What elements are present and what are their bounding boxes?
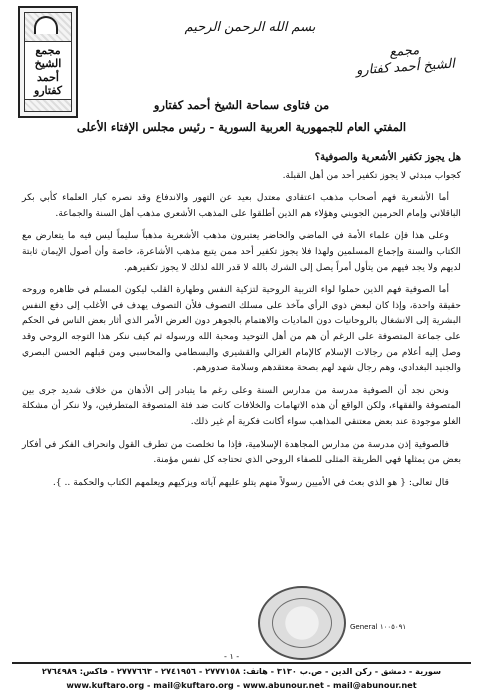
logo-text: مجمع الشيخ أحمد كفتارو	[24, 41, 72, 100]
footer-websites-emails: www.kuftaro.org - mail@kuftaro.org - www.abunour.net - mail@abunour.net	[66, 680, 417, 690]
calligraphy-signature	[344, 40, 466, 81]
mosque-dome-icon	[34, 16, 58, 34]
answer-paragraph: ونحن نجد أن الصوفية مدرسة من مدارس السنة وعلى رغم ما يتبادر إلى الأذهان من خلاف شديد جرى بين المتصوفة والفقهاء، ولكن الواقع أن هذه الاتهامات والخلافات كانت ضد فئة المتصوفة المتطرفين، ولا ننكر أن مشكلة الغلو موجودة عند بعض معتنقي المذاهب سواء أكانت فكرية أم غير ذلك.	[22, 384, 461, 427]
footer-address-phones: سورية - دمشق - ركن الدين - ص.ب ٣١٣٠ - هاتف: ٢٧٧٧١٥٨ - ٢٧٤١٩٥٦ - ٢٧٧٧٦٦٣ - فاكس: ٢٧٦٤٩٨٩	[41, 666, 442, 676]
answer-paragraph: أما الأشعرية فهم أصحاب مذهب اعتقادي معتدل بعيد عن التهور والاندفاع وقد نصره كبار العلماء كأبي بكر الباقلاني وإمام الحرمين الجويني وهؤلاء هم الذين أطلقوا على المذهب الأشعري مذهب أهل السنة والجماعة.	[22, 192, 461, 219]
general-reference-number: General ١٠٠٥٠٩١	[350, 623, 407, 631]
answer-paragraph: أما الصوفية فهم الذين حملوا لواء التربية الروحية لتزكية النفس وطهارة القلب ليكون المسلم في ظاهره وروحه حقيقة واحدة، وإذا كان لبعض ذوي الرأي مآخذ على مسلك التصوف فلأن التصوف يهدف في الأغلب إلى دفع النفس البشرية إلى الانشغال بالروحانيات دون الماديات والاهتمام بالجوهر دون العرض الأمر الذي أثار بعض الناس في الحكم على جماعة المتصوفة على الرغم أن هم من أهل التوحيد ومحبة الله ورسوله ثم كيف ننكر هذا التوجه الروحي وقد وصل إليه أعلام من رجالات الإسلام كالإمام الغزالي والقشيري والبسطامي والمحاسبي ومن قبلهم الحسن البصري والجنيد البغدادي، وهم رجال شهد لهم بصحة معتقدهم وسلامة صدورهم.	[22, 284, 461, 374]
official-seal-stamp	[258, 586, 346, 660]
signature-line-1: مجمع	[388, 43, 420, 61]
signature-line-2: الشيخ أحمد كفتارو	[355, 56, 456, 79]
seal-inner-ring	[272, 598, 332, 648]
fatwa-source-title: من فتاوى سماحة الشيخ أحمد كفتارو	[153, 98, 330, 112]
mufti-title: المفتي العام للجمهورية العربية السورية - رئيس مجلس الإفتاء الأعلى	[76, 120, 407, 134]
fatwa-body	[22, 150, 461, 630]
answer-paragraph: كجواب مبدئي لا يجوز تكفير أحد من أهل القبلة.	[282, 169, 461, 181]
fatwa-question: هل يجوز تكفير الأشعرية والصوفية؟	[314, 152, 461, 163]
footer-divider	[12, 662, 471, 664]
answer-paragraph: فالصوفية إذن مدرسة من مدارس المجاهدة الإسلامية، فإذا ما تخلصت من تطرف القول وانحراف الفكر في أفكار بعض من يمثلها فهي الطريقة المثلى للصفاء الروحي الذي تحتاجه كل نفس مؤمنة.	[22, 438, 461, 466]
basmala-heading: بسم الله الرحمن الرحيم	[184, 20, 316, 35]
quran-quote-paragraph: قال تعالى: { هو الذي بعث في الأميين رسولاً منهم يتلو عليهم آياته ويزكيهم ويعلمهم الكتاب والحكمة .. }.	[52, 476, 449, 488]
page-number: - ١ -	[224, 652, 240, 661]
answer-paragraph: وعلى هذا فإن علماء الأمة في الماضي والحاضر يعتبرون مذهب الأشعرية مذهباً سليماً ليس فيه ما يتعارض مع الكتاب والسنة وإجماع المسلمين ولهذا فلا يجوز تكفير أحد ممن يتبع مذهب الأشاعرة، خاصة وأن أصول الإيمان ثابتة لديهم ولا يجد فيهم من يتأول أمراً يصل إلى الشرك بالله لا قدر الله لذلك لا يجوز تكفيرهم.	[22, 230, 461, 273]
